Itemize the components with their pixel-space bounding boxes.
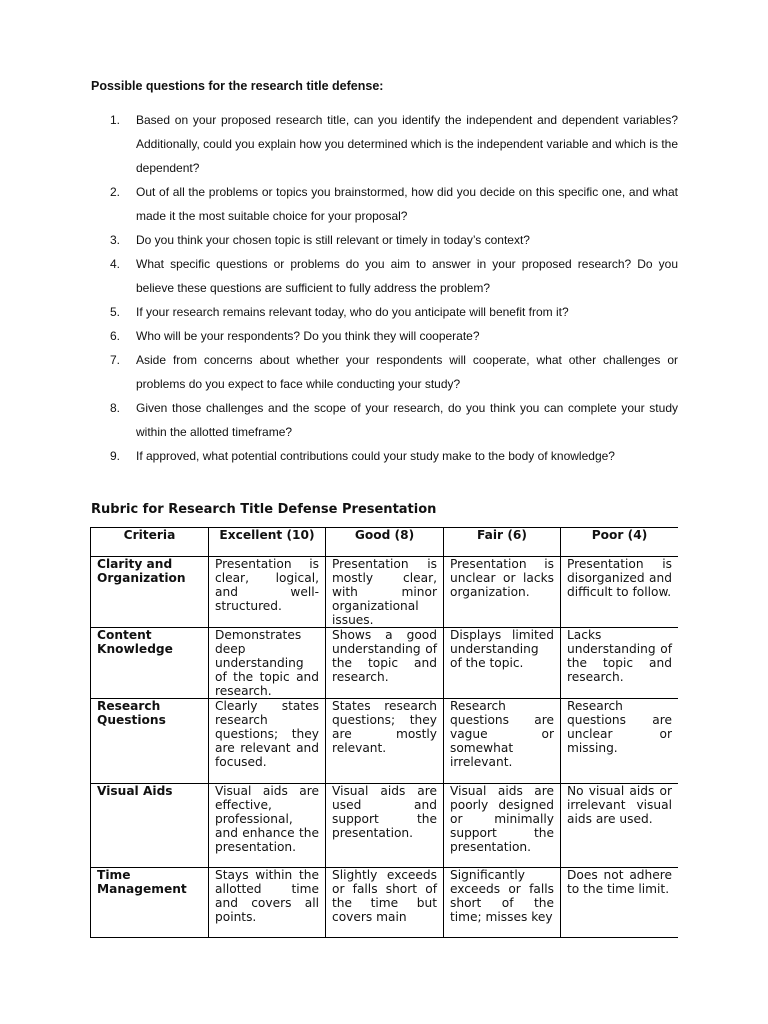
- question-text: Given those challenges and the scope of your research, do you think you can complete your study within the allotted timeframe?: [136, 401, 678, 439]
- criteria-cell: Visual Aids: [91, 784, 209, 868]
- question-number: 2.: [110, 185, 121, 199]
- question-item: [110, 252, 678, 300]
- excellent-cell: Demonstrates deep understanding of the topic and research.: [209, 628, 326, 699]
- rubric-table-container: [90, 527, 678, 938]
- question-number: 9.: [110, 449, 121, 463]
- fair-cell: Visual aids are poorly designed or minimally support the presentation.: [444, 784, 561, 868]
- fair-cell: Presentation is unclear or lacks organization.: [444, 557, 561, 628]
- question-number: 6.: [110, 329, 121, 343]
- question-text: Do you think your chosen topic is still relevant or timely in today’s context?: [136, 233, 530, 247]
- good-cell: Slightly exceeds or falls short of the time but covers main: [326, 868, 444, 939]
- fair-cell: Significantly exceeds or falls short of the time; misses key: [444, 868, 561, 939]
- poor-cell: Research questions are unclear or missing.: [561, 699, 679, 784]
- question-number: 8.: [110, 401, 121, 415]
- header-excellent: Excellent (10): [209, 528, 326, 557]
- question-item: [110, 348, 678, 396]
- poor-cell: Presentation is disorganized and difficult to follow.: [561, 557, 679, 628]
- excellent-cell: Presentation is clear, logical, and well-structured.: [209, 557, 326, 628]
- criteria-cell: Research Questions: [91, 699, 209, 784]
- poor-cell: Lacks understanding of the topic and research.: [561, 628, 679, 699]
- question-item: [110, 324, 678, 348]
- fair-cell: Displays limited understanding of the topic.: [444, 628, 561, 699]
- table-header-row: [91, 528, 679, 557]
- header-good: Good (8): [326, 528, 444, 557]
- good-cell: Presentation is mostly clear, with minor organizational issues.: [326, 557, 444, 628]
- question-item: [110, 228, 678, 252]
- table-row: [91, 868, 679, 939]
- excellent-cell: Stays within the allotted time and covers all points.: [209, 868, 326, 939]
- question-item: [110, 180, 678, 228]
- table-row: [91, 628, 679, 699]
- rubric-table: [90, 527, 678, 938]
- question-item: [110, 396, 678, 444]
- question-text: Out of all the problems or topics you brainstormed, how did you decide on this specific one, and what made it the most suitable choice for your proposal?: [136, 185, 678, 223]
- good-cell: Visual aids are used and support the presentation.: [326, 784, 444, 868]
- header-criteria: Criteria: [91, 528, 209, 557]
- question-item: [110, 300, 678, 324]
- question-number: 1.: [110, 113, 121, 127]
- question-text: If your research remains relevant today, who do you anticipate will benefit from it?: [136, 305, 569, 319]
- question-text: Aside from concerns about whether your respondents will cooperate, what other challenges or problems do you expect to face while conducting your study?: [136, 353, 678, 391]
- good-cell: States research questions; they are mostly relevant.: [326, 699, 444, 784]
- criteria-cell: Time Management: [91, 868, 209, 939]
- question-text: Who will be your respondents? Do you think they will cooperate?: [136, 329, 480, 343]
- question-number: 5.: [110, 305, 121, 319]
- criteria-cell: Clarity and Organization: [91, 557, 209, 628]
- question-number: 4.: [110, 257, 121, 271]
- rubric-title: Rubric for Research Title Defense Presentation: [91, 502, 437, 517]
- question-text: What specific questions or problems do you aim to answer in your proposed research? Do you believe these questions are sufficient to fully address the problem?: [136, 257, 678, 295]
- question-text: Based on your proposed research title, can you identify the independent and dependent variables? Additionally, could you explain how you determined which is the independent variable and which is the dependent?: [136, 113, 678, 175]
- criteria-cell: Content Knowledge: [91, 628, 209, 699]
- poor-cell: No visual aids or irrelevant visual aids are used.: [561, 784, 679, 868]
- table-row: [91, 784, 679, 868]
- questions-heading: Possible questions for the research title defense:: [91, 79, 384, 93]
- question-number: 7.: [110, 353, 121, 367]
- fair-cell: Research questions are vague or somewhat irrelevant.: [444, 699, 561, 784]
- good-cell: Shows a good understanding of the topic and research.: [326, 628, 444, 699]
- question-number: 3.: [110, 233, 121, 247]
- excellent-cell: Clearly states research questions; they are relevant and focused.: [209, 699, 326, 784]
- question-item: [110, 108, 678, 180]
- header-fair: Fair (6): [444, 528, 561, 557]
- table-row: [91, 699, 679, 784]
- table-row: [91, 557, 679, 628]
- questions-list: [110, 108, 678, 468]
- poor-cell: Does not adhere to the time limit.: [561, 868, 679, 939]
- question-item: [110, 444, 678, 468]
- excellent-cell: Visual aids are effective, professional, and enhance the presentation.: [209, 784, 326, 868]
- question-text: If approved, what potential contributions could your study make to the body of knowledge?: [136, 449, 615, 463]
- header-poor: Poor (4): [561, 528, 679, 557]
